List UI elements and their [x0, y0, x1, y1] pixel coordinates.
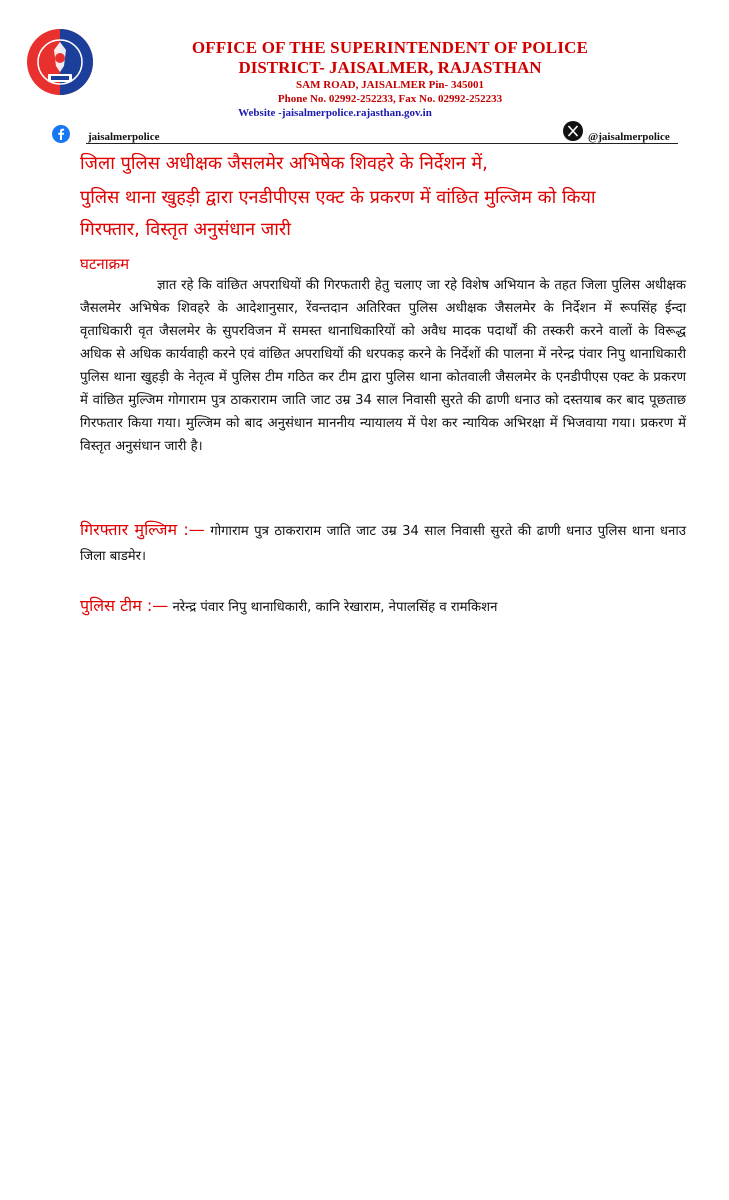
incident-paragraph: ज्ञात रहे कि वांछित अपराधियों की गिरफतारी हेतु चलाए जा रहे विशेष अभियान के तहत जिला पुलिस अधीक्षक जैसलमेर अभिषेक शिवहरे के आदेशानुसार, रेंवन्तदान अतिरिक्त पुलिस अधीक्षक जैसलमेर के निर्देशन में रूपसिंह ईन्दा वृताधिकारी वृत जैसलमेर के सुपरविजन में समस्त थानाधिकारियों को अवैध मादक पदार्थों की तस्करी करने वालों के विरूद्ध अधिक से अधिक कार्यवाही करने एवं वांछित अपराधियों की धरपकड़ करने के निर्देशों की पालना में नरेन्द्र पंवार निपु थानाधिकारी पुलिस थाना खुहड़ी के नेतृत्व में पुलिस टीम गठित कर टीम द्वारा पुलिस थाना कोतवाली जैसलमेर के एनडीपीएस एक्ट के प्रकरण में वांछित मुल्जिम गोगाराम पुत्र ठाकराराम जाति जाट उम्र 34 साल निवासी सुरते की ढाणी धनाउ को दस्तयाब कर बाद पूछताछ गिरफतार किया गया। मुल्जिम को बाद अनुसंधान माननीय न्यायालय में पेश कर न्यायिक अभिरक्षा में भिजवाया गया। प्रकरण में विस्तृत अनुसंधान जारी है। — [80, 278, 686, 454]
team-text: नरेन्द्र पंवार निपु थानाधिकारी, कानि रेखाराम, नेपालसिंह व रामकिशन — [168, 600, 498, 615]
facebook-icon[interactable] — [52, 125, 70, 143]
header-divider — [86, 143, 678, 144]
police-team-section — [80, 593, 686, 620]
office-address: SAM ROAD, JAISALMER Pin- 345001 — [296, 79, 484, 91]
office-title: OFFICE OF THE SUPERINTENDENT OF POLICE — [191, 38, 589, 57]
x-icon[interactable] — [563, 121, 583, 141]
office-phone: Phone No. 02992-252233, Fax No. 02992-252233 — [277, 93, 503, 105]
team-label: पुलिस टीम :— — [80, 596, 169, 615]
headline-line-2: पुलिस थाना खुहड़ी द्वारा एनडीपीएस एक्ट के प्रकरण में वांछित मुल्जिम को किया — [80, 187, 596, 208]
office-website[interactable]: Website -jaisalmerpolice.rajasthan.gov.in — [238, 107, 432, 119]
arrested-section — [80, 517, 686, 569]
rajasthan-police-emblem-icon — [26, 28, 94, 96]
headline-line-3: गिरफ्तार, विस्तृत अनुसंधान जारी — [80, 219, 291, 240]
incident-heading: घटनाक्रम — [80, 255, 130, 273]
facebook-handle[interactable]: jaisalmerpolice — [88, 131, 160, 143]
arrested-label: गिरफ्तार मुल्जिम :— — [80, 520, 205, 539]
x-handle[interactable]: @jaisalmerpolice — [588, 131, 670, 143]
arrested-text: गोगाराम पुत्र ठाकराराम जाति जाट उम्र 34 साल निवासी सुरते की ढाणी धनाउ पुलिस थाना धनाउ जिला बाडमेर। — [80, 524, 687, 564]
headline-line-1: जिला पुलिस अधीक्षक जैसलमेर अभिषेक शिवहरे के निर्देशन में, — [80, 153, 488, 174]
district-title: DISTRICT- JAISALMER, RAJASTHAN — [238, 58, 542, 77]
